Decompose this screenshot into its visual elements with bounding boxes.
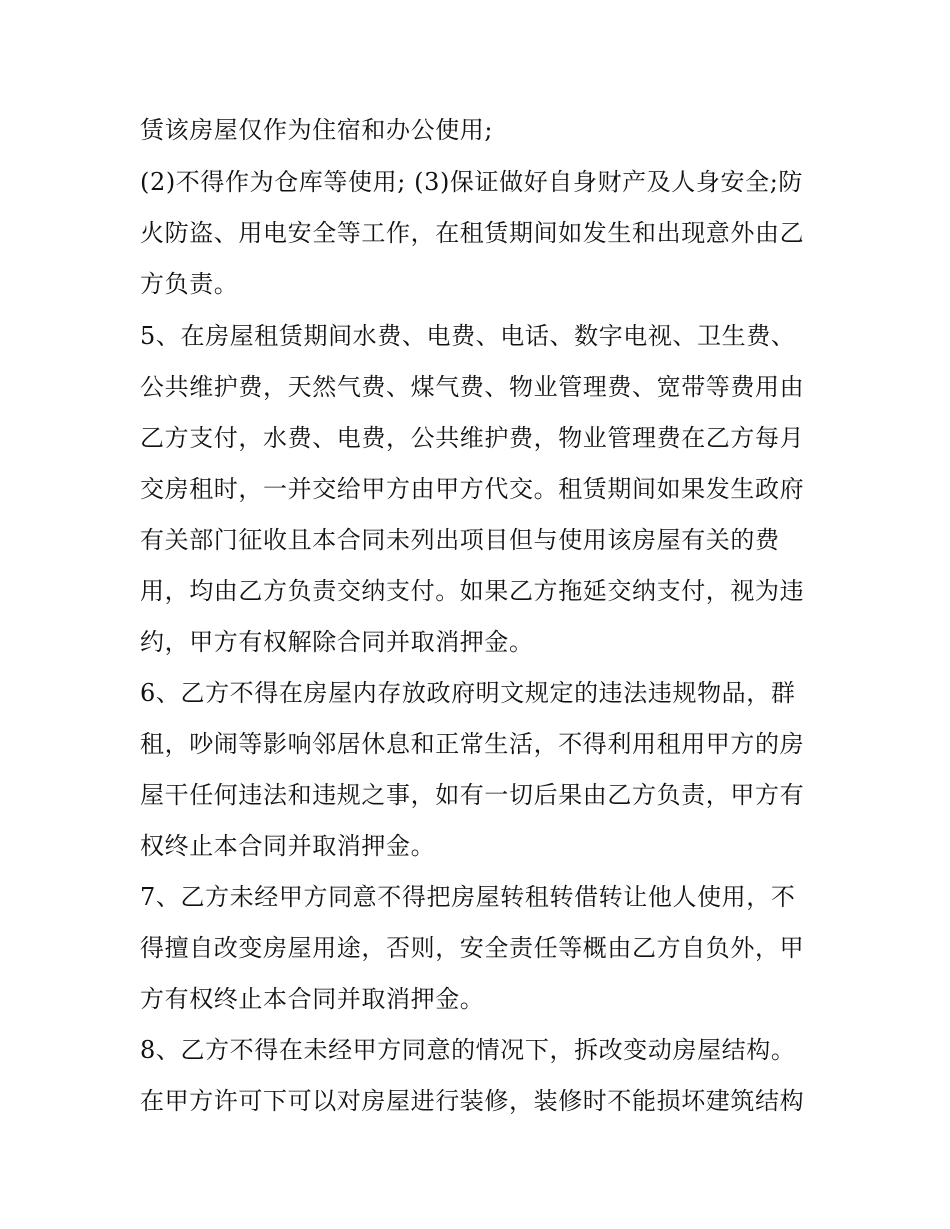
- text-line: 租，吵闹等影响邻居休息和正常生活，不得利用租用甲方的房: [140, 730, 805, 758]
- text-line: 得擅自改变房屋用途，否则，安全责任等概由乙方自负外，甲: [140, 934, 805, 962]
- text-line: 5、在房屋租赁期间水费、电费、电话、数字电视、卫生费、: [140, 322, 796, 350]
- text-line: 7、乙方未经甲方同意不得把房屋转租转借转让他人使用，不: [140, 883, 796, 911]
- text-line: 6、乙方不得在房屋内存放政府明文规定的违法违规物品，群: [140, 679, 796, 707]
- text-line: 赁该房屋仅作为住宿和办公使用;: [140, 116, 494, 144]
- text-line: 方负责。: [140, 270, 239, 298]
- text-line: 交房租时，一并交给甲方由甲方代交。租赁期间如果发生政府: [140, 475, 805, 503]
- text-line: 乙方支付，水费、电费，公共维护费，物业管理费在乙方每月: [140, 424, 805, 452]
- text-line: 方有权终止本合同并取消押金。: [140, 985, 485, 1013]
- text-line: 8、乙方不得在未经甲方同意的情况下，拆改变动房屋结构。: [140, 1036, 796, 1064]
- text-line: 屋干任何违法和违规之事，如有一切后果由乙方负责，甲方有: [140, 781, 805, 809]
- text-line: (2)不得作为仓库等使用; (3)保证做好自身财产及人身安全;防: [140, 168, 803, 196]
- text-line: 火防盗、用电安全等工作，在租赁期间如发生和出现意外由乙: [140, 219, 805, 247]
- text-line: 有关部门征收且本合同未列出项目但与使用该房屋有关的费: [140, 526, 780, 554]
- text-line: 在甲方许可下可以对房屋进行装修，装修时不能损坏建筑结构: [140, 1087, 805, 1115]
- text-line: 约，甲方有权解除合同并取消押金。: [140, 628, 534, 656]
- text-line: 权终止本合同并取消押金。: [140, 832, 436, 860]
- text-line: 公共维护费，天然气费、煤气费、物业管理费、宽带等费用由: [140, 373, 805, 401]
- text-line: 用，均由乙方负责交纳支付。如果乙方拖延交纳支付，视为违: [140, 577, 805, 605]
